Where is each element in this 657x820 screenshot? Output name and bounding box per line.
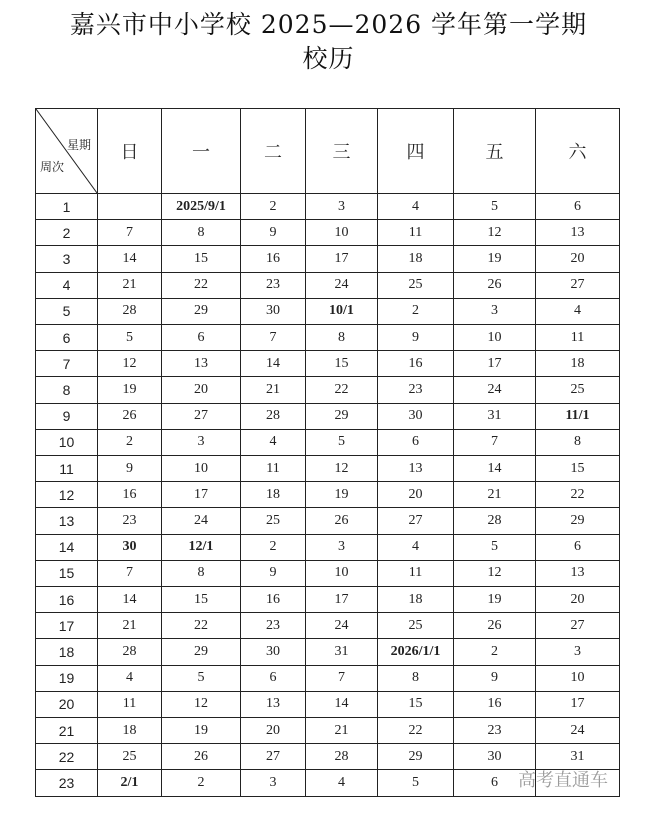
date-cell: 6	[536, 194, 620, 220]
date-cell: 22	[306, 377, 378, 403]
date-cell: 11	[98, 691, 162, 717]
date-cell: 30	[98, 534, 162, 560]
date-cell: 9	[241, 560, 306, 586]
date-cell: 5	[306, 429, 378, 455]
date-cell: 16	[241, 587, 306, 613]
date-cell: 5	[378, 770, 454, 797]
date-cell: 25	[536, 377, 620, 403]
date-cell: 22	[162, 613, 241, 639]
date-cell: 9	[454, 665, 536, 691]
date-cell: 7	[98, 220, 162, 246]
date-cell: 21	[98, 272, 162, 298]
week-number-cell: 16	[36, 587, 98, 613]
date-cell: 19	[162, 718, 241, 744]
date-cell: 2/1	[98, 770, 162, 797]
week-number-cell: 15	[36, 560, 98, 586]
date-cell: 7	[98, 560, 162, 586]
date-cell: 3	[306, 534, 378, 560]
date-cell: 13	[241, 691, 306, 717]
date-cell: 18	[241, 482, 306, 508]
date-cell: 26	[162, 744, 241, 770]
day-header-mon: 一	[162, 109, 241, 194]
date-cell: 21	[241, 377, 306, 403]
date-cell: 17	[454, 351, 536, 377]
date-cell: 10	[306, 560, 378, 586]
date-cell: 13	[378, 456, 454, 482]
day-header-sun: 日	[98, 109, 162, 194]
date-cell: 15	[536, 456, 620, 482]
date-cell: 19	[98, 377, 162, 403]
date-cell: 21	[98, 613, 162, 639]
date-cell: 28	[98, 298, 162, 324]
date-cell: 27	[162, 403, 241, 429]
school-calendar-table	[35, 108, 620, 797]
table-row	[36, 718, 620, 744]
date-cell: 6	[378, 429, 454, 455]
date-cell: 25	[98, 744, 162, 770]
table-row	[36, 691, 620, 717]
date-cell: 8	[306, 325, 378, 351]
date-cell: 21	[454, 482, 536, 508]
week-number-cell: 21	[36, 718, 98, 744]
date-cell: 20	[241, 718, 306, 744]
date-cell: 4	[98, 665, 162, 691]
calendar-body	[36, 194, 620, 797]
table-row	[36, 560, 620, 586]
table-row	[36, 613, 620, 639]
date-cell: 18	[536, 351, 620, 377]
date-cell: 22	[378, 718, 454, 744]
watermark-text: 高考直通车	[518, 770, 608, 791]
date-cell: 2	[454, 639, 536, 665]
date-cell: 16	[454, 691, 536, 717]
date-cell: 26	[306, 508, 378, 534]
date-cell: 13	[536, 220, 620, 246]
header-row	[36, 109, 620, 194]
date-cell: 14	[306, 691, 378, 717]
week-number-cell: 5	[36, 298, 98, 324]
date-cell: 5	[98, 325, 162, 351]
date-cell: 2	[241, 534, 306, 560]
date-cell: 20	[162, 377, 241, 403]
date-cell: 29	[306, 403, 378, 429]
date-cell: 13	[162, 351, 241, 377]
date-cell: 24	[306, 613, 378, 639]
date-cell: 27	[536, 613, 620, 639]
date-cell: 27	[241, 744, 306, 770]
corner-label-weekday: 星期	[66, 138, 91, 152]
date-cell: 11	[241, 456, 306, 482]
date-cell: 10	[162, 456, 241, 482]
week-number-cell: 1	[36, 194, 98, 220]
week-number-cell: 20	[36, 691, 98, 717]
week-number-cell: 19	[36, 665, 98, 691]
date-cell: 28	[241, 403, 306, 429]
date-cell: 4	[378, 534, 454, 560]
date-cell: 6	[162, 325, 241, 351]
date-cell: 16	[241, 246, 306, 272]
calendar-title: 嘉兴市中小学校 2025—2026 学年第一学期	[69, 10, 588, 39]
date-cell: 19	[306, 482, 378, 508]
date-cell: 15	[162, 587, 241, 613]
date-cell: 2	[241, 194, 306, 220]
date-cell: 18	[98, 718, 162, 744]
date-cell: 11	[378, 560, 454, 586]
date-cell: 16	[98, 482, 162, 508]
table-row	[36, 220, 620, 246]
table-row	[36, 482, 620, 508]
week-number-cell: 6	[36, 325, 98, 351]
date-cell: 10	[306, 220, 378, 246]
date-cell: 2	[162, 770, 241, 797]
date-cell: 30	[454, 744, 536, 770]
date-cell: 19	[454, 246, 536, 272]
date-cell: 2026/1/1	[378, 639, 454, 665]
week-number-cell: 9	[36, 403, 98, 429]
table-row	[36, 456, 620, 482]
date-cell: 12/1	[162, 534, 241, 560]
date-cell: 6	[241, 665, 306, 691]
date-cell: 17	[306, 246, 378, 272]
date-cell: 22	[536, 482, 620, 508]
date-cell: 27	[536, 272, 620, 298]
date-cell: 13	[536, 560, 620, 586]
date-cell: 19	[454, 587, 536, 613]
week-number-cell: 13	[36, 508, 98, 534]
date-cell: 6	[536, 534, 620, 560]
table-row	[36, 508, 620, 534]
date-cell: 10	[454, 325, 536, 351]
table-row	[36, 639, 620, 665]
date-cell: 3	[454, 298, 536, 324]
week-number-cell: 18	[36, 639, 98, 665]
date-cell: 21	[306, 718, 378, 744]
table-row	[36, 298, 620, 324]
date-cell: 28	[454, 508, 536, 534]
date-cell: 8	[162, 220, 241, 246]
date-cell: 8	[536, 429, 620, 455]
date-cell: 11/1	[536, 403, 620, 429]
date-cell: 12	[306, 456, 378, 482]
date-cell: 26	[454, 613, 536, 639]
date-cell: 3	[306, 194, 378, 220]
date-cell: 17	[536, 691, 620, 717]
day-header-sat: 六	[536, 109, 620, 194]
table-row	[36, 377, 620, 403]
date-cell: 4	[306, 770, 378, 797]
date-cell: 31	[536, 744, 620, 770]
date-cell: 24	[454, 377, 536, 403]
date-cell: 26	[98, 403, 162, 429]
date-cell: 3	[241, 770, 306, 797]
date-cell: 29	[536, 508, 620, 534]
date-cell: 12	[98, 351, 162, 377]
date-cell: 20	[378, 482, 454, 508]
date-cell: 29	[162, 298, 241, 324]
date-cell: 15	[378, 691, 454, 717]
date-cell: 14	[454, 456, 536, 482]
date-cell: 29	[378, 744, 454, 770]
date-cell: 29	[162, 639, 241, 665]
date-cell: 30	[241, 639, 306, 665]
week-number-cell: 8	[36, 377, 98, 403]
date-cell: 20	[536, 587, 620, 613]
date-cell: 5	[454, 194, 536, 220]
table-row	[36, 194, 620, 220]
date-cell: 26	[454, 272, 536, 298]
table-row	[36, 325, 620, 351]
date-cell: 4	[536, 298, 620, 324]
date-cell: 24	[536, 718, 620, 744]
day-header-fri: 五	[454, 109, 536, 194]
date-cell: 31	[454, 403, 536, 429]
date-cell: 9	[241, 220, 306, 246]
table-row	[36, 534, 620, 560]
date-cell: 14	[98, 587, 162, 613]
table-row	[36, 665, 620, 691]
date-cell: 9	[98, 456, 162, 482]
week-number-cell: 14	[36, 534, 98, 560]
week-number-cell: 11	[36, 456, 98, 482]
date-cell: 25	[378, 272, 454, 298]
calendar-subtitle: 校历	[302, 44, 355, 73]
date-cell: 15	[306, 351, 378, 377]
corner-label-week: 周次	[40, 160, 65, 174]
week-number-cell: 4	[36, 272, 98, 298]
table-row	[36, 403, 620, 429]
date-cell: 30	[241, 298, 306, 324]
date-cell: 4	[378, 194, 454, 220]
date-cell: 5	[162, 665, 241, 691]
date-cell: 23	[454, 718, 536, 744]
date-cell: 15	[162, 246, 241, 272]
date-cell: 6	[454, 770, 536, 797]
week-number-cell: 7	[36, 351, 98, 377]
date-cell: 2025/9/1	[162, 194, 241, 220]
date-cell: 10	[536, 665, 620, 691]
date-cell: 7	[454, 429, 536, 455]
date-cell: 24	[306, 272, 378, 298]
date-cell: 11	[536, 325, 620, 351]
date-cell: 9	[378, 325, 454, 351]
day-header-wed: 三	[306, 109, 378, 194]
table-row	[36, 587, 620, 613]
date-cell: 18	[378, 246, 454, 272]
date-cell: 3	[162, 429, 241, 455]
date-cell: 23	[241, 613, 306, 639]
week-number-cell: 23	[36, 770, 98, 797]
date-cell: 30	[378, 403, 454, 429]
date-cell: 20	[536, 246, 620, 272]
week-number-cell: 12	[36, 482, 98, 508]
date-cell	[98, 194, 162, 220]
date-cell: 23	[378, 377, 454, 403]
date-cell: 2	[98, 429, 162, 455]
date-cell: 28	[98, 639, 162, 665]
date-cell: 23	[98, 508, 162, 534]
table-row	[36, 246, 620, 272]
table-row	[36, 351, 620, 377]
date-cell: 16	[378, 351, 454, 377]
week-number-cell: 2	[36, 220, 98, 246]
week-number-cell: 3	[36, 246, 98, 272]
date-cell: 7	[306, 665, 378, 691]
date-cell: 10/1	[306, 298, 378, 324]
date-cell: 8	[378, 665, 454, 691]
date-cell: 14	[241, 351, 306, 377]
date-cell: 17	[162, 482, 241, 508]
date-cell: 8	[162, 560, 241, 586]
date-cell: 5	[454, 534, 536, 560]
week-number-cell: 17	[36, 613, 98, 639]
date-cell: 7	[241, 325, 306, 351]
date-cell: 24	[162, 508, 241, 534]
date-cell: 12	[454, 220, 536, 246]
table-row	[36, 272, 620, 298]
date-cell: 25	[378, 613, 454, 639]
day-header-tue: 二	[241, 109, 306, 194]
date-cell: 25	[241, 508, 306, 534]
week-number-cell: 22	[36, 744, 98, 770]
week-number-cell: 10	[36, 429, 98, 455]
date-cell: 22	[162, 272, 241, 298]
date-cell: 27	[378, 508, 454, 534]
date-cell: 2	[378, 298, 454, 324]
date-cell: 11	[378, 220, 454, 246]
date-cell: 12	[162, 691, 241, 717]
date-cell: 14	[98, 246, 162, 272]
date-cell: 18	[378, 587, 454, 613]
corner-header-cell	[36, 109, 98, 194]
date-cell: 23	[241, 272, 306, 298]
date-cell: 31	[306, 639, 378, 665]
date-cell: 12	[454, 560, 536, 586]
table-row	[36, 429, 620, 455]
date-cell: 3	[536, 639, 620, 665]
date-cell: 17	[306, 587, 378, 613]
date-cell: 28	[306, 744, 378, 770]
day-header-thu: 四	[378, 109, 454, 194]
date-cell: 4	[241, 429, 306, 455]
